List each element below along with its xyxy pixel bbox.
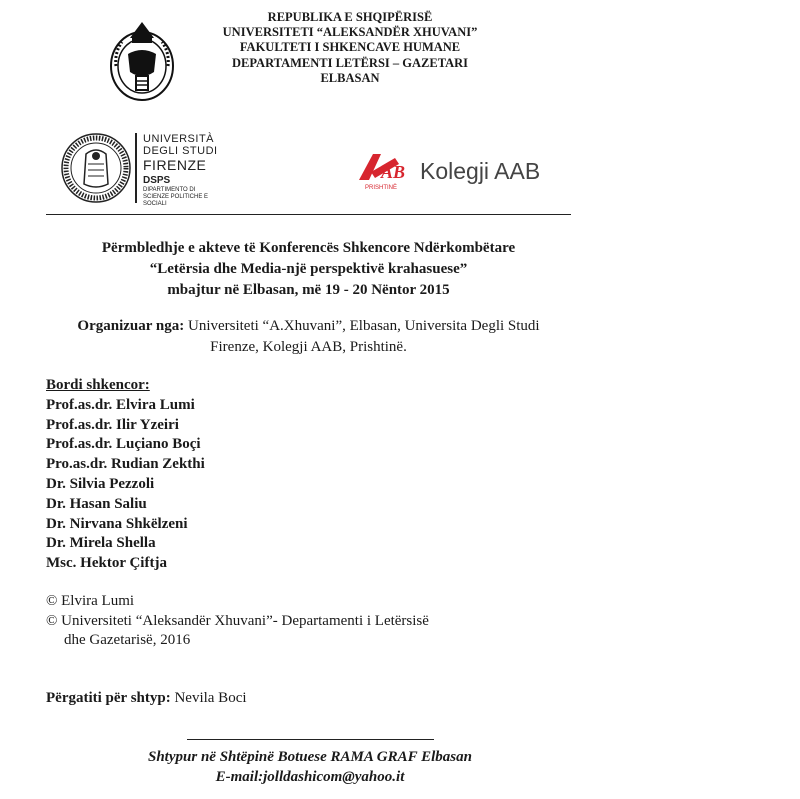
copyright-line-3: dhe Gazetarisë, 2016	[64, 632, 191, 648]
printer-line: Shtypur në Shtëpinë Botuese RAMA GRAF Elbasan	[148, 749, 472, 765]
organizer-label: Organizuar nga:	[77, 318, 185, 334]
board-member: Msc. Hektor Çiftja	[46, 555, 167, 572]
title-line-3: mbajtur në Elbasan, më 19 - 20 Nëntor 2015	[167, 282, 450, 298]
scientific-board	[46, 376, 205, 574]
institution-header	[200, 10, 500, 86]
board-member: Dr. Mirela Shella	[46, 535, 156, 552]
aab-sub: PRISHTINË	[365, 185, 398, 191]
board-member: Prof.as.dr. Luçiano Boçi	[46, 436, 201, 453]
organizer-line-2: Firenze, Kolegji AAB, Prishtinë.	[210, 339, 407, 355]
aab-mark: AB	[381, 162, 406, 182]
dsps-department: DIPARTIMENTO DI SCIENZE POLITICHE E SOCIALI	[143, 187, 209, 207]
title-line-2: “Letërsia dhe Media-një perspektivë krahasuese”	[149, 261, 468, 277]
unifi-line-2: DEGLI STUDI	[143, 145, 218, 157]
header-line-faculty: FAKULTETI I SHKENCAVE HUMANE	[239, 40, 461, 55]
unifi-line-1: UNIVERSITÀ	[143, 133, 215, 145]
prepared-label: Përgatiti për shtyp:	[46, 690, 171, 706]
dsps-label: DSPS	[143, 175, 171, 186]
footer-rule	[187, 739, 434, 740]
copyright-block	[46, 592, 429, 651]
board-heading: Bordi shkencor:	[46, 377, 150, 393]
board-member: Dr. Silvia Pezzoli	[46, 475, 155, 492]
unifi-wordmark	[143, 133, 218, 208]
copyright-line-2: © Universiteti “Aleksandër Xhuvani”- Departamenti i Letërsisë	[46, 612, 429, 629]
conference-title	[46, 238, 571, 301]
logo-divider	[135, 133, 137, 203]
aab-wordmark: Kolegji AAB	[420, 158, 541, 184]
university-seal-icon	[108, 18, 176, 104]
header-rule	[46, 214, 571, 215]
florence-seal-icon	[60, 132, 132, 204]
header-line-city: ELBASAN	[320, 70, 380, 85]
board-member: Prof.as.dr. Elvira Lumi	[46, 396, 195, 413]
header-line-department: DEPARTAMENTI LETËRSI – GAZETARI	[231, 55, 469, 70]
aab-logo-icon	[355, 150, 410, 192]
header-line-republic: REPUBLIKA E SHQIPËRISË	[267, 10, 433, 24]
printer-info	[100, 747, 520, 787]
copyright-line-1: © Elvira Lumi	[46, 593, 135, 609]
prepared-name: Nevila Boci	[170, 690, 247, 706]
printer-email: E-mail:jolldashicom@yahoo.it	[215, 769, 405, 785]
board-member: Prof.as.dr. Ilir Yzeiri	[46, 416, 179, 433]
board-member: Dr. Nirvana Shkëlzeni	[46, 515, 188, 532]
unifi-line-3: FIRENZE	[143, 157, 207, 173]
title-line-1: Përmbledhje e akteve të Konferencës Shkencore Ndërkombëtare	[101, 240, 516, 256]
board-member: Pro.as.dr. Rudian Zekthi	[46, 456, 205, 473]
board-member: Dr. Hasan Saliu	[46, 495, 147, 512]
prepared-by	[46, 690, 247, 707]
organizer-line-1: Universiteti “A.Xhuvani”, Elbasan, Universita Degli Studi	[184, 318, 540, 334]
organizer-block	[46, 316, 571, 358]
header-line-university: UNIVERSITETI “ALEKSANDËR XHUVANI”	[222, 25, 478, 40]
